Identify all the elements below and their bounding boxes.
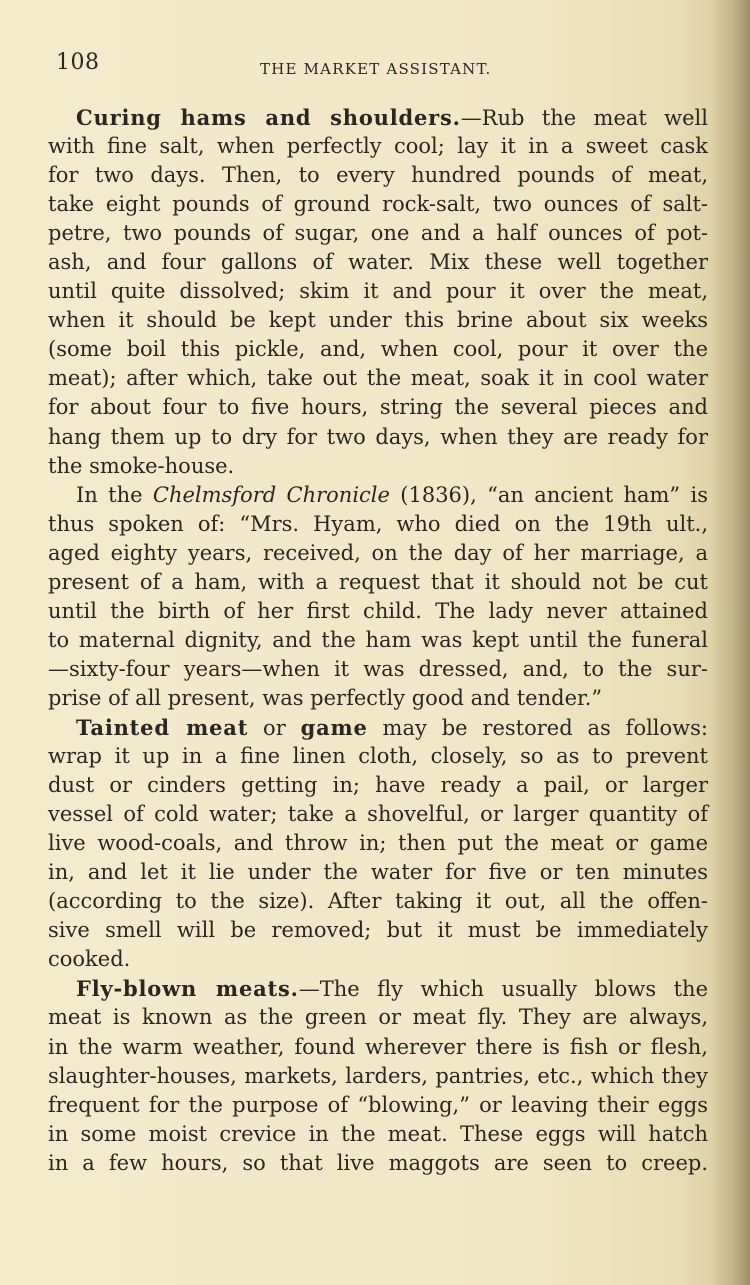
text-line: frequent for the purpose of “blowing,” or leaving their eggs [48, 1092, 708, 1117]
text-run: may be restored as follows: [367, 715, 708, 740]
text-line [48, 103, 708, 132]
text-line: (some boil this pickle, and, when cool, pour it over the [48, 337, 708, 362]
text-line: wrap it up in a fine linen cloth, closely, so as to prevent [48, 744, 708, 769]
text-line: petre, two pounds of sugar, one and a half ounces of pot- [48, 221, 708, 246]
text-line: for two days. Then, to every hundred pounds of meat, [48, 163, 708, 188]
text-line [48, 481, 708, 510]
text-line: slaughter-houses, markets, larders, pantries, etc., which they [48, 1063, 708, 1088]
text-run: or [248, 715, 301, 740]
text-line: in a few hours, so that live maggots are seen to creep. [48, 1150, 708, 1175]
section-heading: Fly-blown meats. [76, 976, 299, 1002]
paragraph-fly-blown [48, 974, 708, 1177]
section-heading: Curing hams and shoulders. [76, 105, 461, 130]
text-line: present of a ham, with a request that it should not be cut [48, 569, 708, 594]
paragraph-curing-hams [48, 103, 708, 481]
text-line: hang them up to dry for two days, when they are ready for [48, 424, 708, 449]
text-line: thus spoken of: “Mrs. Hyam, who died on the 19th ult., [48, 511, 708, 536]
text-line: ash, and four gallons of water. Mix these well together [48, 250, 708, 275]
text-line: —sixty-four years—when it was dressed, and, to the sur- [48, 656, 708, 681]
text-line: in, and let it lie under the water for five or ten minutes [48, 860, 708, 885]
paragraph-tainted-meat [48, 713, 708, 974]
text-run: (1836), “an ancient ham” is [389, 482, 708, 507]
text-line [48, 713, 708, 742]
text-line: to maternal dignity, and the ham was kept until the funeral [48, 627, 708, 652]
text-line: cooked. [48, 947, 131, 972]
running-title: THE MARKET ASSISTANT. [260, 60, 492, 78]
text-line: with fine salt, when perfectly cool; lay it in a sweet cask [48, 134, 708, 159]
text-line: dust or cinders getting in; have ready a pail, or larger [48, 773, 708, 798]
source-title: Chelmsford Chronicle [152, 482, 390, 507]
text-line: meat is known as the green or meat fly. They are always, [48, 1005, 708, 1030]
text-line: aged eighty years, received, on the day of her marriage, a [48, 540, 708, 565]
text-line: for about four to five hours, string the several pieces and [48, 395, 708, 420]
text-line: until quite dissolved; skim it and pour it over the meat, [48, 279, 708, 304]
text-line: the smoke-house. [48, 453, 235, 478]
text-line: take eight pounds of ground rock-salt, two ounces of salt- [48, 192, 708, 217]
text-line: meat); after which, take out the meat, soak it in cool water [48, 366, 708, 391]
paragraph-chelmsford-ham [48, 481, 708, 713]
text-run: In the [76, 482, 153, 507]
body-text [48, 103, 708, 1178]
text-line: when it should be kept under this brine about six weeks [48, 308, 708, 333]
text-line: vessel of cold water; take a shovelful, or larger quantity of [48, 802, 708, 827]
text-line: live wood-coals, and throw in; then put the meat or game [48, 831, 708, 856]
text-line: prise of all present, was perfectly good and tender.” [48, 685, 603, 710]
text-line [48, 974, 708, 1003]
text-run: —The fly which usually blows the [298, 977, 708, 1002]
text-line: in some moist crevice in the meat. These eggs will hatch [48, 1121, 708, 1146]
page-edge-shadow [710, 0, 750, 1285]
text-line: (according to the size). After taking it out, all the offen- [48, 889, 708, 914]
text-line: sive smell will be removed; but it must be immediately [48, 918, 708, 943]
text-run: —Rub the meat well [460, 106, 708, 130]
page-header [56, 50, 706, 80]
section-heading: game [300, 714, 368, 740]
text-line: in the warm weather, found wherever there is fish or flesh, [48, 1034, 708, 1059]
text-line: until the birth of her first child. The lady never attained [48, 598, 708, 623]
page-number: 108 [56, 50, 100, 75]
section-heading: Tainted meat [76, 714, 249, 740]
